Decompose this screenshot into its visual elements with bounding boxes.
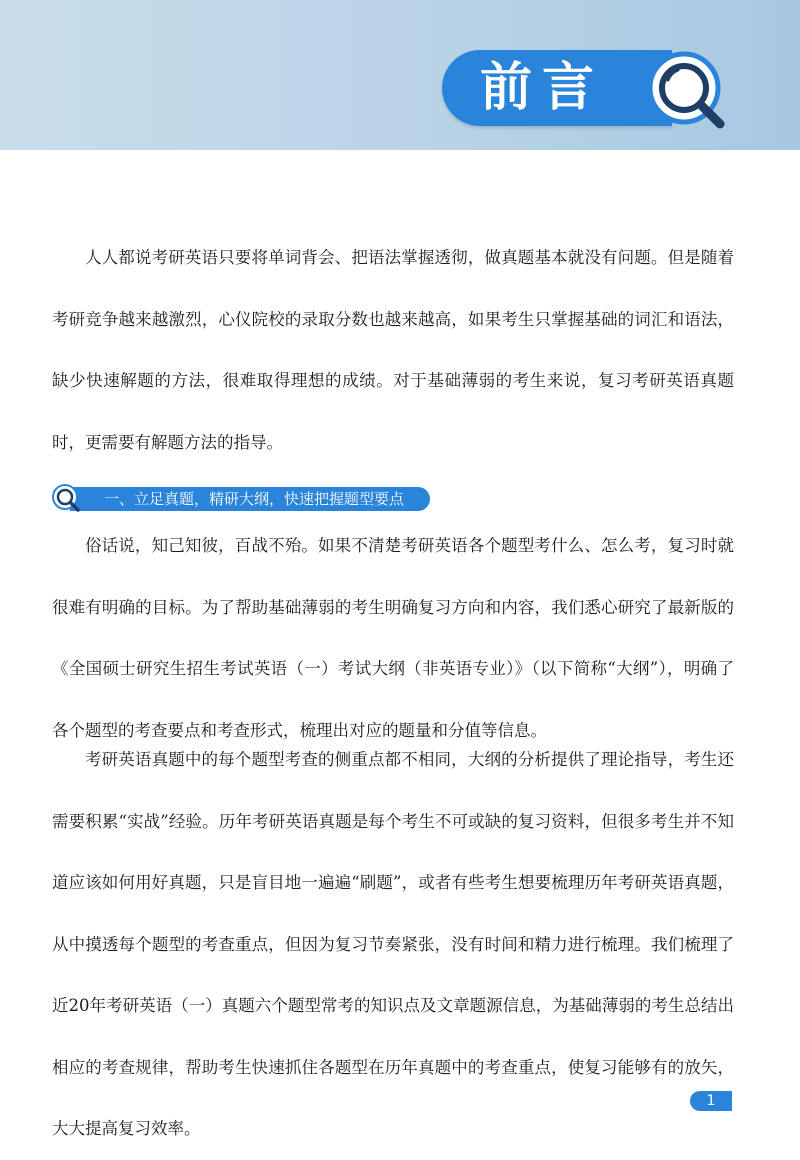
page-number: 1 (690, 1091, 732, 1111)
section-heading (52, 484, 432, 512)
page-title: 前言 (480, 58, 605, 118)
title-banner (442, 50, 672, 126)
section-paragraph-2: 考研英语真题中的每个题型考查的侧重点都不相同，大纲的分析提供了理论指导，考生还需要积累“实战”经验。历年考研英语真题是每个考生不可或缺的复习资料，但很多考生并不知道应该如何用好真题，只是盲目地一遍遍“刷题”，或者有些考生想要梳理历年考研英语真题，从中摸透每个题型的考查重点，但因为复习节奏紧张，没有时间和精力进行梳理。我们梳理了近20年考研英语（一）真题六个题型常考的知识点及文章题源信息，为基础薄弱的考生总结出相应的考查规律，帮助考生快速抓住各题型在历年真题中的考查重点，使复习能够有的放矢，大大提高复习效率。 (52, 750, 734, 1138)
section-paragraph-1: 俗话说，知己知彼，百战不殆。如果不清楚考研英语各个题型考什么、怎么考，复习时就很难有明确的目标。为了帮助基础薄弱的考生明确复习方向和内容，我们悉心研究了最新版的《全国硕士研究生招生考试英语（一）考试大纲（非英语专业）》（以下简称“大纲”），明确了各个题型的考查要点和考查形式，梳理出对应的题量和分值等信息。 (52, 536, 734, 740)
section-heading-bar (70, 487, 430, 511)
section-magnifier-icon (52, 484, 82, 514)
section-heading-text: 一、立足真题，精研大纲，快速把握题型要点 (104, 490, 405, 508)
intro-paragraph: 人人都说考研英语只要将单词背会、把语法掌握透彻，做真题基本就没有问题。但是随着考研竞争越来越激烈，心仪院校的录取分数也越来越高，如果考生只掌握基础的词汇和语法，缺少快速解题的方法，很难取得理想的成绩。对于基础薄弱的考生来说，复习考研英语真题时，更需要有解题方法的指导。 (52, 248, 734, 452)
magnifier-icon (646, 50, 736, 140)
